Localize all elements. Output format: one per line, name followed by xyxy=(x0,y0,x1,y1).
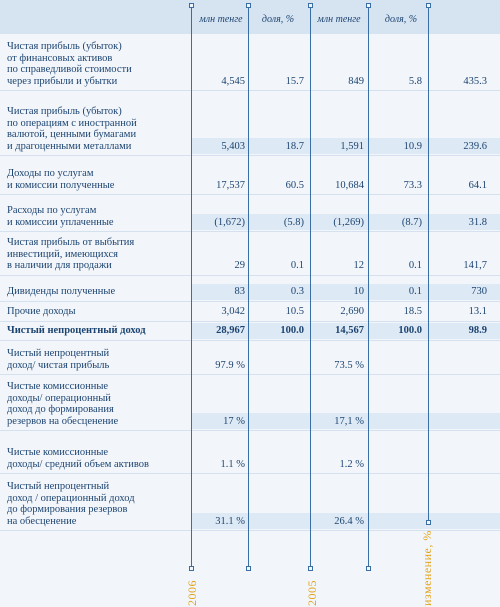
row-value: 83 xyxy=(234,286,245,297)
row-value: 60.5 xyxy=(285,179,304,191)
row-value: (5.8) xyxy=(283,216,304,228)
row-value: 97.9 % xyxy=(215,359,245,371)
column-rule xyxy=(191,5,192,568)
col-header-amount-2006: млн тенге xyxy=(199,14,243,25)
row-label: Доходы по услугам и комиссии полученные xyxy=(7,168,115,191)
row-value: 31.8 xyxy=(468,216,487,228)
row-value: 0.1 xyxy=(408,260,422,271)
row-value: (1,269) xyxy=(333,216,364,228)
row-value: 15.7 xyxy=(285,75,304,87)
row-value: 10,684 xyxy=(335,179,364,191)
col-header-amount-2005: млн тенге xyxy=(317,14,361,25)
column-marker xyxy=(366,566,371,571)
column-marker xyxy=(426,520,431,525)
row-value: 239.6 xyxy=(463,140,487,152)
row-value: (1,672) xyxy=(214,216,245,228)
row-label: Чистая прибыль (убыток) от финансовых активов по справедливой стоимости через прибыли и убытки xyxy=(7,41,132,87)
row-value: 31.1 % xyxy=(215,515,245,527)
row-value: 1.2 % xyxy=(339,458,364,470)
column-rule xyxy=(310,5,311,568)
row-label: Дивиденды полученные xyxy=(7,286,116,297)
row-label: Чистый непроцентный доход / операционный доход до формирования резервов на обесценение xyxy=(7,481,135,527)
row-value: 18.7 xyxy=(285,140,304,152)
row-value: 0.1 xyxy=(290,260,304,271)
row-label: Чистый непроцентный доход/ чистая прибыль xyxy=(7,348,110,371)
row-label: Чистые комиссионные доходы/ средний объем активов xyxy=(7,447,149,470)
year-label-2006: 2006 xyxy=(185,580,199,606)
col-header-share-2005: доля, % xyxy=(384,14,418,25)
row-value: 0.1 xyxy=(408,286,422,297)
row-divider xyxy=(0,473,500,474)
row-value: 98.9 xyxy=(468,325,487,336)
change-label: изменение, % xyxy=(420,530,434,606)
row-value: 64.1 xyxy=(468,179,487,191)
row-value: 5,403 xyxy=(221,140,245,152)
row-value: 13.1 xyxy=(468,306,487,317)
row-divider xyxy=(0,340,500,341)
row-value: 100.0 xyxy=(280,325,304,336)
row-value: (8.7) xyxy=(401,216,422,228)
row-value: 73.3 xyxy=(403,179,422,191)
row-value: 10.9 xyxy=(403,140,422,152)
row-value: 17 % xyxy=(223,415,245,427)
row-value: 14,567 xyxy=(335,325,364,336)
year-label-2005: 2005 xyxy=(305,580,319,606)
row-value: 435.3 xyxy=(463,75,487,87)
row-value: 730 xyxy=(471,286,487,297)
column-marker xyxy=(246,3,251,8)
row-value: 10 xyxy=(353,286,364,297)
row-value: 0.3 xyxy=(290,286,304,297)
row-value: 10.5 xyxy=(285,306,304,317)
row-divider xyxy=(0,155,500,156)
row-value: 17,537 xyxy=(216,179,245,191)
row-divider xyxy=(0,90,500,91)
row-divider xyxy=(0,231,500,232)
column-marker xyxy=(426,3,431,8)
row-divider xyxy=(0,374,500,375)
column-marker xyxy=(246,566,251,571)
row-label: Чистая прибыль от выбытия инвестиций, имеющихся в наличии для продажи xyxy=(7,237,135,271)
column-marker xyxy=(189,3,194,8)
column-marker xyxy=(308,566,313,571)
row-value: 2,690 xyxy=(340,306,364,317)
row-value: 100.0 xyxy=(398,325,422,336)
row-value: 849 xyxy=(348,75,364,87)
row-label: Чистая прибыль (убыток) по операциям с иностранной валютой, ценными бумагами и драгоценными металлами xyxy=(7,106,137,152)
row-divider xyxy=(0,321,500,322)
row-value: 73.5 % xyxy=(334,359,364,371)
row-value: 1.1 % xyxy=(220,458,245,470)
row-value: 29 xyxy=(234,260,245,271)
column-rule xyxy=(248,5,249,568)
column-rule xyxy=(428,5,429,522)
row-label: Расходы по услугам и комиссии уплаченные xyxy=(7,205,114,228)
row-value: 3,042 xyxy=(221,306,245,317)
col-header-share-2006: доля, % xyxy=(261,14,295,25)
row-value: 12 xyxy=(353,260,364,271)
column-marker xyxy=(366,3,371,8)
row-value: 5.8 xyxy=(408,75,422,87)
row-value: 1,591 xyxy=(340,140,364,152)
row-value: 141,7 xyxy=(463,260,487,271)
column-marker xyxy=(189,566,194,571)
row-label: Прочие доходы xyxy=(7,306,76,317)
column-marker xyxy=(308,3,313,8)
row-divider xyxy=(0,430,500,431)
row-divider xyxy=(0,301,500,302)
row-value: 26.4 % xyxy=(334,515,364,527)
row-value: 4,545 xyxy=(221,75,245,87)
row-value: 17,1 % xyxy=(334,415,364,427)
row-label: Чистые комиссионные доходы/ операционный доход до формирования резервов на обесценение xyxy=(7,381,119,427)
row-label: Чистый непроцентный доход xyxy=(7,325,146,336)
row-divider xyxy=(0,275,500,276)
row-divider xyxy=(0,194,500,195)
row-value: 18.5 xyxy=(403,306,422,317)
column-rule xyxy=(368,5,369,568)
row-value: 28,967 xyxy=(216,325,245,336)
